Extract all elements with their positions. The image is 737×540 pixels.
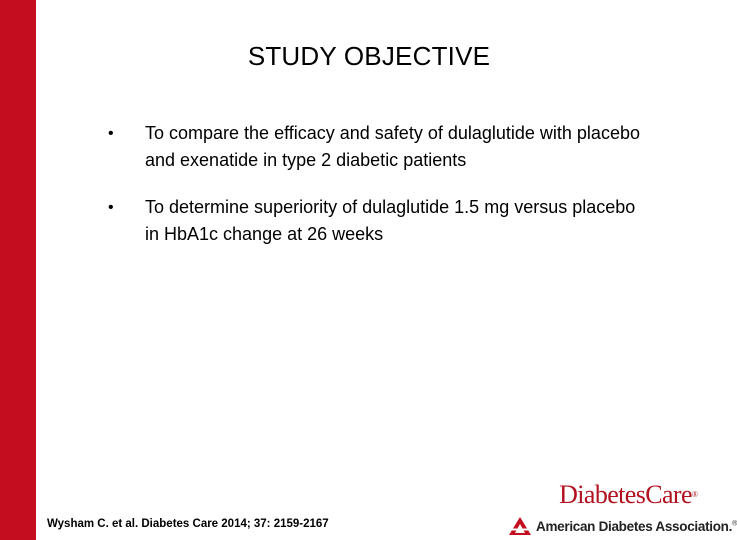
diabetes-care-logo bbox=[559, 480, 698, 510]
bullet-item-superiority bbox=[108, 194, 648, 248]
ada-name: American Diabetes Association. bbox=[536, 518, 733, 534]
bullet-marker: • bbox=[108, 125, 114, 142]
left-accent-bar bbox=[0, 0, 36, 540]
registered-mark: ® bbox=[732, 520, 737, 527]
bullet-text: To compare the efficacy and safety of dulaglutide with placebo and exenatide in type 2 diabetic patients bbox=[145, 123, 640, 170]
ada-logo bbox=[509, 517, 737, 535]
citation: Wysham C. et al. Diabetes Care 2014; 37: 2159-2167 bbox=[47, 518, 329, 530]
registered-mark: ® bbox=[691, 490, 698, 499]
bullet-text: To determine superiority of dulaglutide 1.5 mg versus placebo in HbA1c change at 26 weeks bbox=[145, 197, 636, 244]
diabetes-care-logo-text: DiabetesCare bbox=[559, 480, 692, 509]
bullet-marker: • bbox=[108, 199, 114, 216]
slide-title: STUDY OBJECTIVE bbox=[247, 41, 491, 71]
bullet-item-compare bbox=[108, 120, 648, 174]
bullet-list bbox=[108, 120, 648, 268]
ada-triangle-logo-icon bbox=[509, 517, 531, 535]
ada-logo-text bbox=[536, 519, 737, 534]
